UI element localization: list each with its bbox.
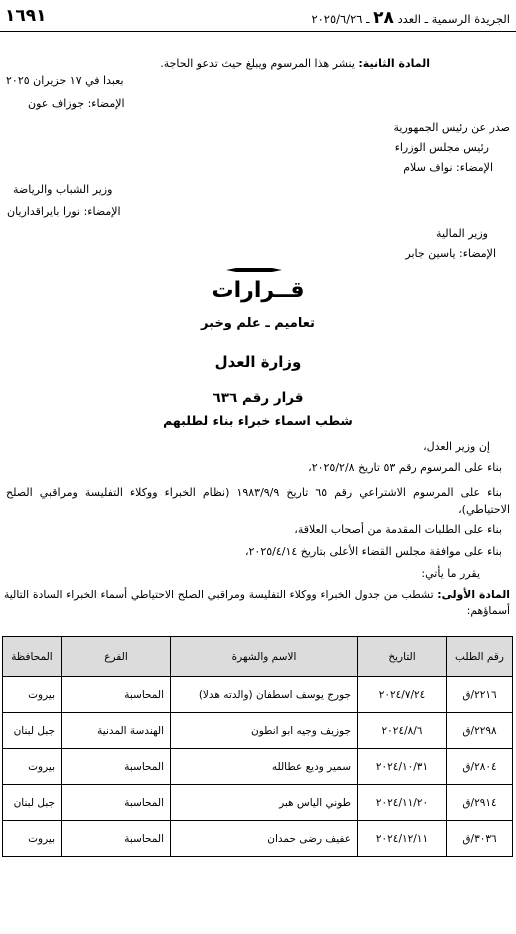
name-cell: جورج يوسف اسطفان (والدته هدلا) bbox=[171, 677, 358, 713]
pm-signature: الإمضاء: نواف سلام bbox=[403, 161, 493, 174]
finance-minister-title: وزير المالية bbox=[436, 227, 488, 240]
table-header-row bbox=[3, 637, 513, 677]
date-cell: ٢٠٢٤/١٠/٣١ bbox=[358, 749, 447, 785]
branch-cell: المحاسبة bbox=[62, 821, 171, 857]
decision-intro: إن وزير العدل، bbox=[423, 440, 490, 453]
governorate-cell: جبل لبنان bbox=[3, 785, 62, 821]
col-date: التاريخ bbox=[358, 637, 447, 677]
section-ornament bbox=[226, 268, 282, 272]
table-row bbox=[3, 821, 513, 857]
pm-title: رئيس مجلس الوزراء bbox=[394, 141, 489, 154]
request-no-cell: ٢٢١٦/ق bbox=[447, 677, 513, 713]
issued-by: صدر عن رئيس الجمهورية bbox=[393, 121, 510, 134]
date-cell: ٢٠٢٤/١١/٢٠ bbox=[358, 785, 447, 821]
table-row bbox=[3, 785, 513, 821]
president-signature: الإمضاء: جوزاف عون bbox=[28, 97, 125, 110]
name-cell: سمير وديع عطالله bbox=[171, 749, 358, 785]
governorate-cell: بيروت bbox=[3, 749, 62, 785]
request-no-cell: ٢٨٠٤/ق bbox=[447, 749, 513, 785]
decides-line: يقرر ما يأتي: bbox=[421, 567, 480, 580]
governorate-cell: جبل لبنان bbox=[3, 713, 62, 749]
col-governorate: المحافظة bbox=[3, 637, 62, 677]
recital-1: بناء على المرسوم رقم ٥٣ تاريخ ٢٠٢٥/٢/٨، bbox=[308, 461, 502, 474]
header-divider bbox=[0, 31, 516, 32]
decision-subject: شطب اسماء خبراء بناء لطلبهم bbox=[163, 413, 353, 428]
request-no-cell: ٢٩١٤/ق bbox=[447, 785, 513, 821]
name-cell: طوني الياس هبر bbox=[171, 785, 358, 821]
article-one bbox=[4, 587, 510, 619]
article-one-text: تشطب من جدول الخبراء ووكلاء التفليسة ومراقبي الصلح الاحتياطي أسماء الخبراء السادة التالية أسماؤهم: bbox=[4, 588, 510, 617]
issue-number: ٢٨ bbox=[373, 8, 394, 28]
branch-cell: المحاسبة bbox=[62, 749, 171, 785]
date-cell: ٢٠٢٤/٨/٦ bbox=[358, 713, 447, 749]
issue-date: ـ ٢٠٢٥/٦/٢٦ bbox=[311, 12, 370, 26]
table-row bbox=[3, 749, 513, 785]
col-name: الاسم والشهرة bbox=[171, 637, 358, 677]
governorate-cell: بيروت bbox=[3, 677, 62, 713]
branch-cell: المحاسبة bbox=[62, 785, 171, 821]
article-one-label: المادة الأولى: bbox=[437, 588, 511, 601]
request-no-cell: ٢٢٩٨/ق bbox=[447, 713, 513, 749]
recital-4: بناء على موافقة مجلس القضاء الأعلى بتاريخ ٢٠٢٥/٤/١٤، bbox=[244, 545, 502, 558]
signing-place-date: بعبدا في ١٧ حزيران ٢٠٢٥ bbox=[6, 74, 124, 87]
date-cell: ٢٠٢٤/١٢/١١ bbox=[358, 821, 447, 857]
article-two bbox=[160, 57, 430, 70]
branch-cell: المحاسبة bbox=[62, 677, 171, 713]
col-branch: الفرع bbox=[62, 637, 171, 677]
article-two-text: ينشر هذا المرسوم ويبلغ حيث تدعو الحاجة. bbox=[160, 57, 355, 70]
request-no-cell: ٣٠٣٦/ق bbox=[447, 821, 513, 857]
recital-2: بناء على المرسوم الاشتراعي رقم ٦٥ تاريخ ١٩٨٣/٩/٩ (نظام الخبراء ووكلاء التفليسة ومراقبي الصلح الاحتياطي)، bbox=[6, 486, 510, 516]
branch-cell: الهندسة المدنية bbox=[62, 713, 171, 749]
recital-3: بناء على الطلبات المقدمة من أصحاب العلاقة، bbox=[294, 523, 502, 536]
table-row bbox=[3, 713, 513, 749]
ministry-name: وزارة العدل bbox=[214, 353, 302, 371]
youth-minister-title: وزير الشباب والرياضة bbox=[13, 183, 113, 196]
col-request-no: رقم الطلب bbox=[447, 637, 513, 677]
experts-table bbox=[2, 636, 513, 857]
decision-number: قرار رقم ٦٣٦ bbox=[212, 390, 304, 406]
name-cell: عفيف رضى حمدان bbox=[171, 821, 358, 857]
table-row bbox=[3, 677, 513, 713]
section-title: قــرارات bbox=[211, 278, 305, 303]
publication-name: الجريدة الرسمية ـ العدد bbox=[397, 12, 510, 26]
page-number: ١٦٩١ bbox=[5, 6, 47, 26]
governorate-cell: بيروت bbox=[3, 821, 62, 857]
finance-minister-signature: الإمضاء: ياسين جابر bbox=[405, 247, 496, 260]
youth-minister-signature: الإمضاء: نورا بايراقداريان bbox=[7, 205, 121, 218]
article-two-label: المادة الثانية: bbox=[358, 57, 430, 70]
page-header-title bbox=[311, 8, 510, 28]
section-subtitle: تعاميم ـ علم وخبر bbox=[201, 316, 315, 331]
name-cell: جوزيف وجيه ابو انطون bbox=[171, 713, 358, 749]
date-cell: ٢٠٢٤/٧/٢٤ bbox=[358, 677, 447, 713]
